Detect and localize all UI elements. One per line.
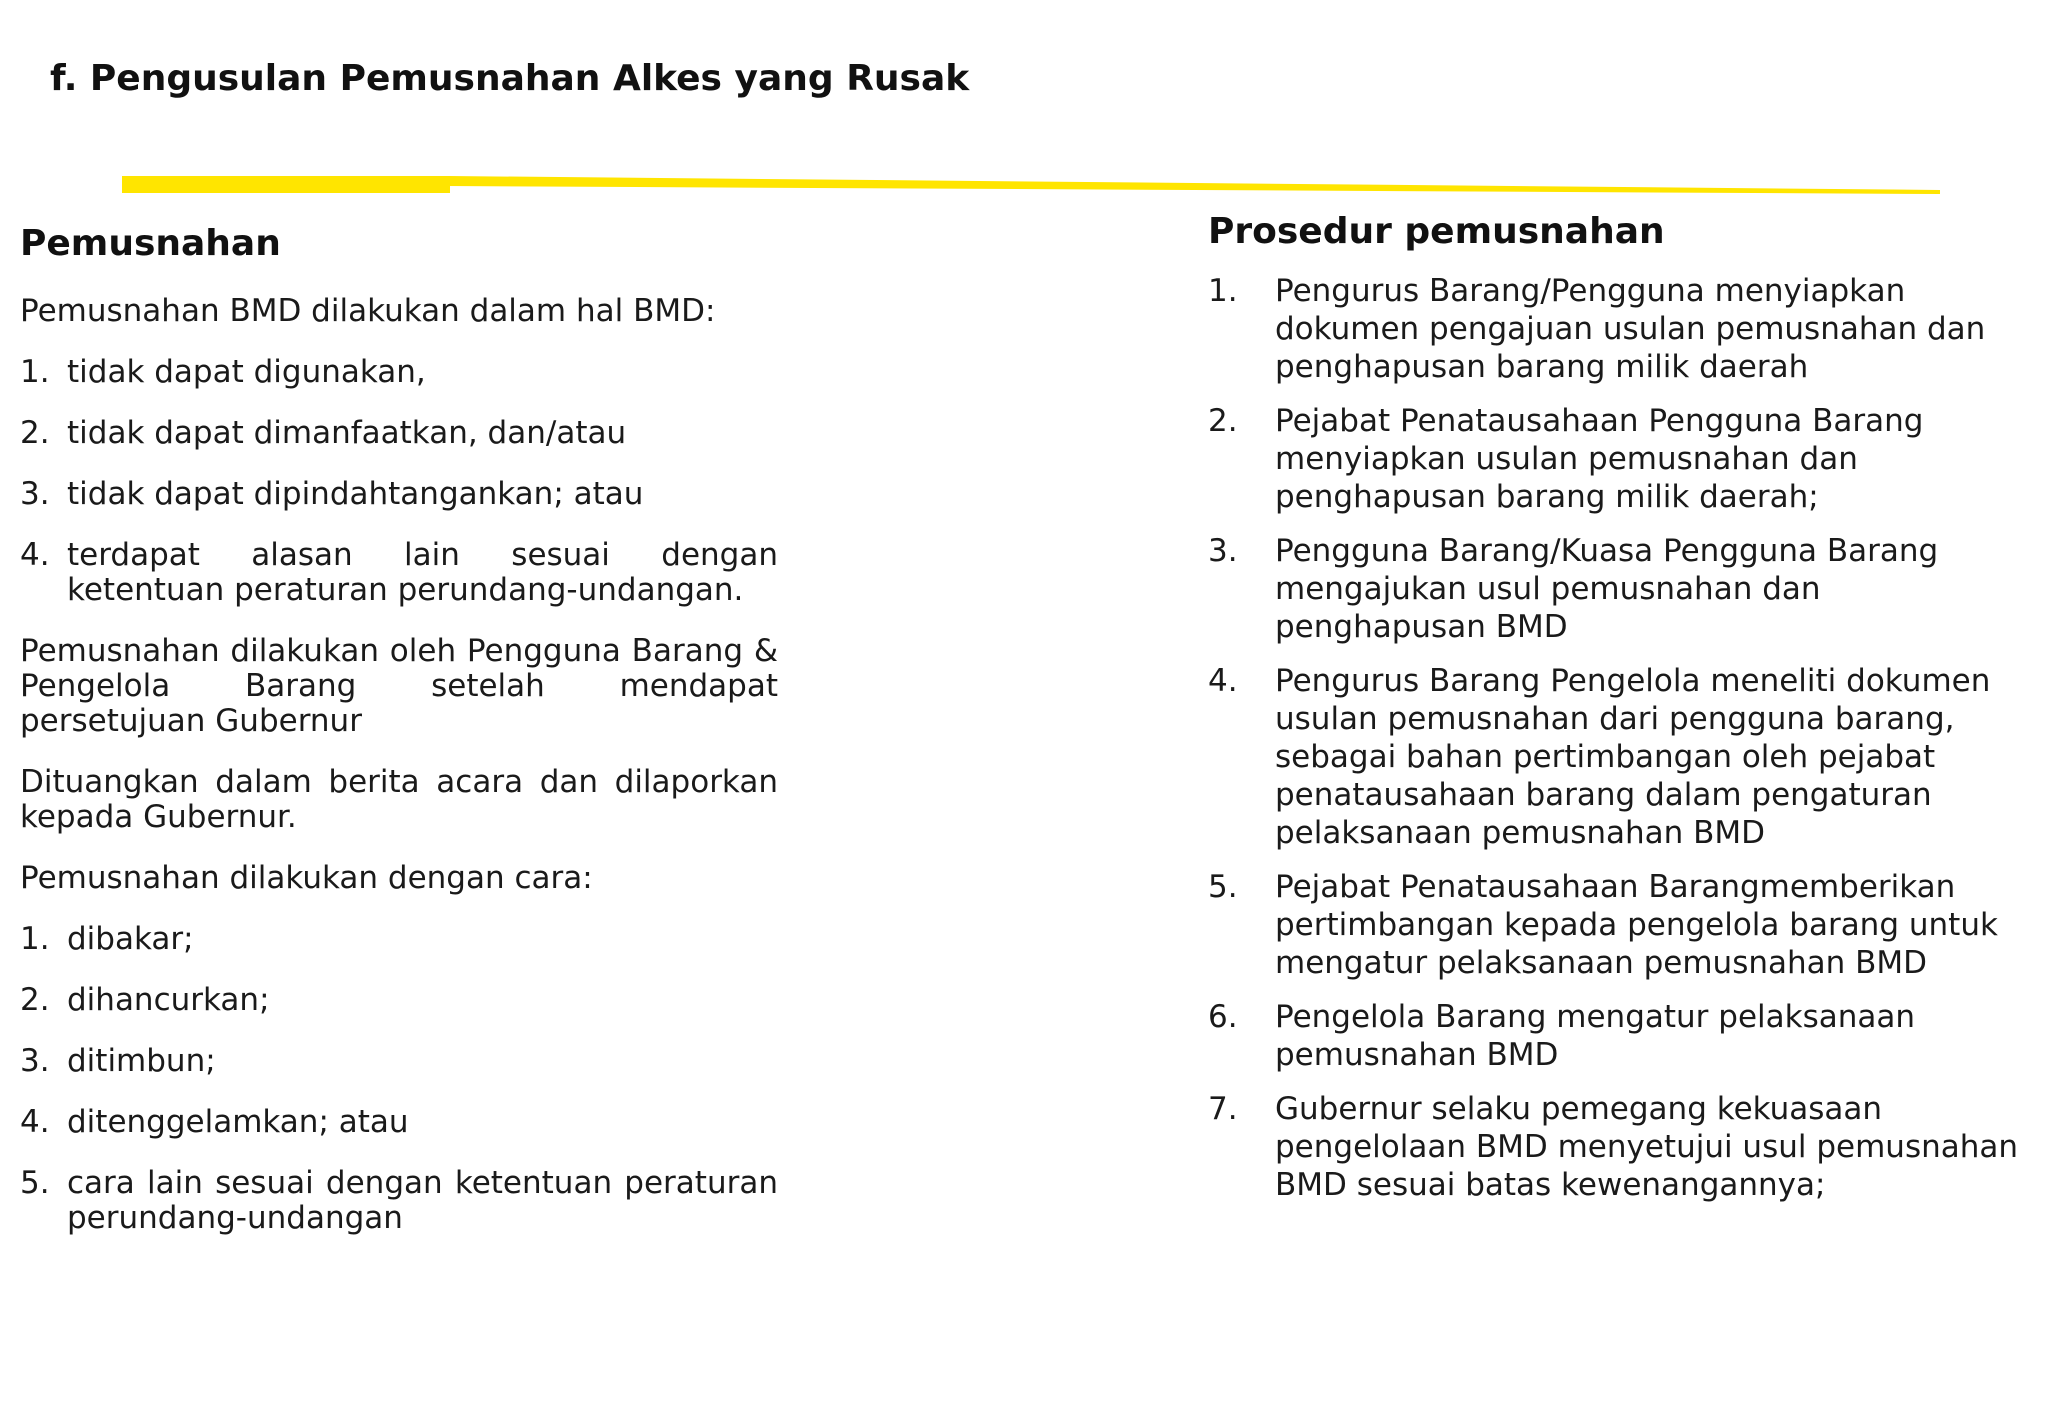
list-item-text: tidak dapat dimanfaatkan, dan/atau bbox=[67, 415, 627, 451]
pemusnahan-heading: Pemusnahan bbox=[20, 223, 281, 264]
list-item-number: 2. bbox=[20, 982, 50, 1018]
list-item-text: Pengguna Barang/Kuasa Pengguna Barang mengajukan usul pemusnahan dan penghapusan BMD bbox=[1275, 533, 1939, 645]
pemusnahan-section bbox=[20, 222, 778, 1262]
list-item bbox=[20, 922, 778, 957]
list-item-text: tidak dapat digunakan, bbox=[67, 354, 426, 390]
list-item-text: Pengurus Barang/Pengguna menyiapkan dokumen pengajuan usulan pemusnahan dan penghapusan barang milik daerah bbox=[1275, 273, 1986, 385]
list-item bbox=[1208, 402, 2028, 516]
list-item-text: tidak dapat dipindahtangankan; atau bbox=[67, 476, 644, 512]
list-item bbox=[20, 983, 778, 1018]
list-item-number: 3. bbox=[20, 1043, 50, 1079]
list-item-number: 1. bbox=[1208, 273, 1238, 309]
list-item-text: Pengelola Barang mengatur pelaksanaan pemusnahan BMD bbox=[1275, 999, 1916, 1073]
list-item-number: 1. bbox=[20, 921, 50, 957]
list-item-number: 5. bbox=[20, 1165, 50, 1201]
list-item bbox=[20, 416, 778, 451]
methods-intro: Pemusnahan dilakukan dengan cara: bbox=[20, 860, 593, 896]
list-item-number: 4. bbox=[1208, 663, 1238, 699]
list-item bbox=[1208, 998, 2028, 1074]
list-item bbox=[20, 477, 778, 512]
list-item-number: 1. bbox=[20, 354, 50, 390]
list-item bbox=[1208, 662, 2028, 852]
list-item-text: Pejabat Penatausahaan Pengguna Barang menyiapkan usulan pemusnahan dan penghapusan barang milik daerah; bbox=[1275, 403, 1924, 515]
list-item-text: Pejabat Penatausahaan Barangmemberikan pertimbangan kepada pengelola barang untuk mengatur pelaksanaan pemusnahan BMD bbox=[1275, 869, 1998, 981]
pemusnahan-executor-paragraph: Pemusnahan dilakukan oleh Pengguna Barang & Pengelola Barang setelah mendapat persetujuan Gubernur bbox=[20, 633, 778, 739]
list-item-text: ditenggelamkan; atau bbox=[67, 1104, 409, 1140]
prosedur-section bbox=[1208, 210, 2028, 1220]
list-item bbox=[20, 538, 778, 608]
conditions-list bbox=[20, 355, 778, 608]
underline-stroke bbox=[122, 176, 1940, 194]
list-item-number: 4. bbox=[20, 1104, 50, 1140]
slide-title: f. Pengusulan Pemusnahan Alkes yang Rusak bbox=[50, 58, 970, 99]
list-item-text: Gubernur selaku pemegang kekuasaan pengelolaan BMD menyetujui usul pemusnahan BMD sesuai batas kewenangannya; bbox=[1275, 1091, 2019, 1203]
underline-thick-segment bbox=[122, 176, 450, 193]
list-item bbox=[1208, 1090, 2028, 1204]
list-item bbox=[20, 1105, 778, 1140]
list-item-text: Pengurus Barang Pengelola meneliti dokumen usulan pemusnahan dari pengguna barang, sebagai bahan pertimbangan oleh pejabat penatausahaan barang dalam pengaturan pelaksanaan pemusnahan BMD bbox=[1275, 663, 1991, 851]
list-item-text: dibakar; bbox=[67, 921, 194, 957]
list-item-text: terdapat alasan lain sesuai dengan ketentuan peraturan perundang-undangan. bbox=[67, 537, 778, 608]
list-item-number: 5. bbox=[1208, 869, 1238, 905]
list-item-text: ditimbun; bbox=[67, 1043, 216, 1079]
list-item-number: 4. bbox=[20, 537, 50, 573]
prosedur-heading: Prosedur pemusnahan bbox=[1208, 211, 1665, 252]
list-item-text: cara lain sesuai dengan ketentuan peraturan perundang-undangan bbox=[67, 1165, 778, 1236]
list-item bbox=[20, 1166, 778, 1236]
list-item bbox=[1208, 272, 2028, 386]
list-item bbox=[1208, 868, 2028, 982]
list-item-text: dihancurkan; bbox=[67, 982, 270, 1018]
list-item-number: 3. bbox=[20, 476, 50, 512]
list-item bbox=[20, 1044, 778, 1079]
list-item-number: 2. bbox=[1208, 403, 1238, 439]
list-item-number: 6. bbox=[1208, 999, 1238, 1035]
list-item-number: 2. bbox=[20, 415, 50, 451]
prosedur-steps-list bbox=[1208, 272, 2028, 1204]
list-item bbox=[20, 355, 778, 390]
methods-list bbox=[20, 922, 778, 1236]
pemusnahan-report-paragraph: Dituangkan dalam berita acara dan dilaporkan kepada Gubernur. bbox=[20, 764, 778, 835]
pemusnahan-intro: Pemusnahan BMD dilakukan dalam hal BMD: bbox=[20, 293, 716, 329]
list-item-number: 7. bbox=[1208, 1091, 1238, 1127]
list-item-number: 3. bbox=[1208, 533, 1238, 569]
list-item bbox=[1208, 532, 2028, 646]
